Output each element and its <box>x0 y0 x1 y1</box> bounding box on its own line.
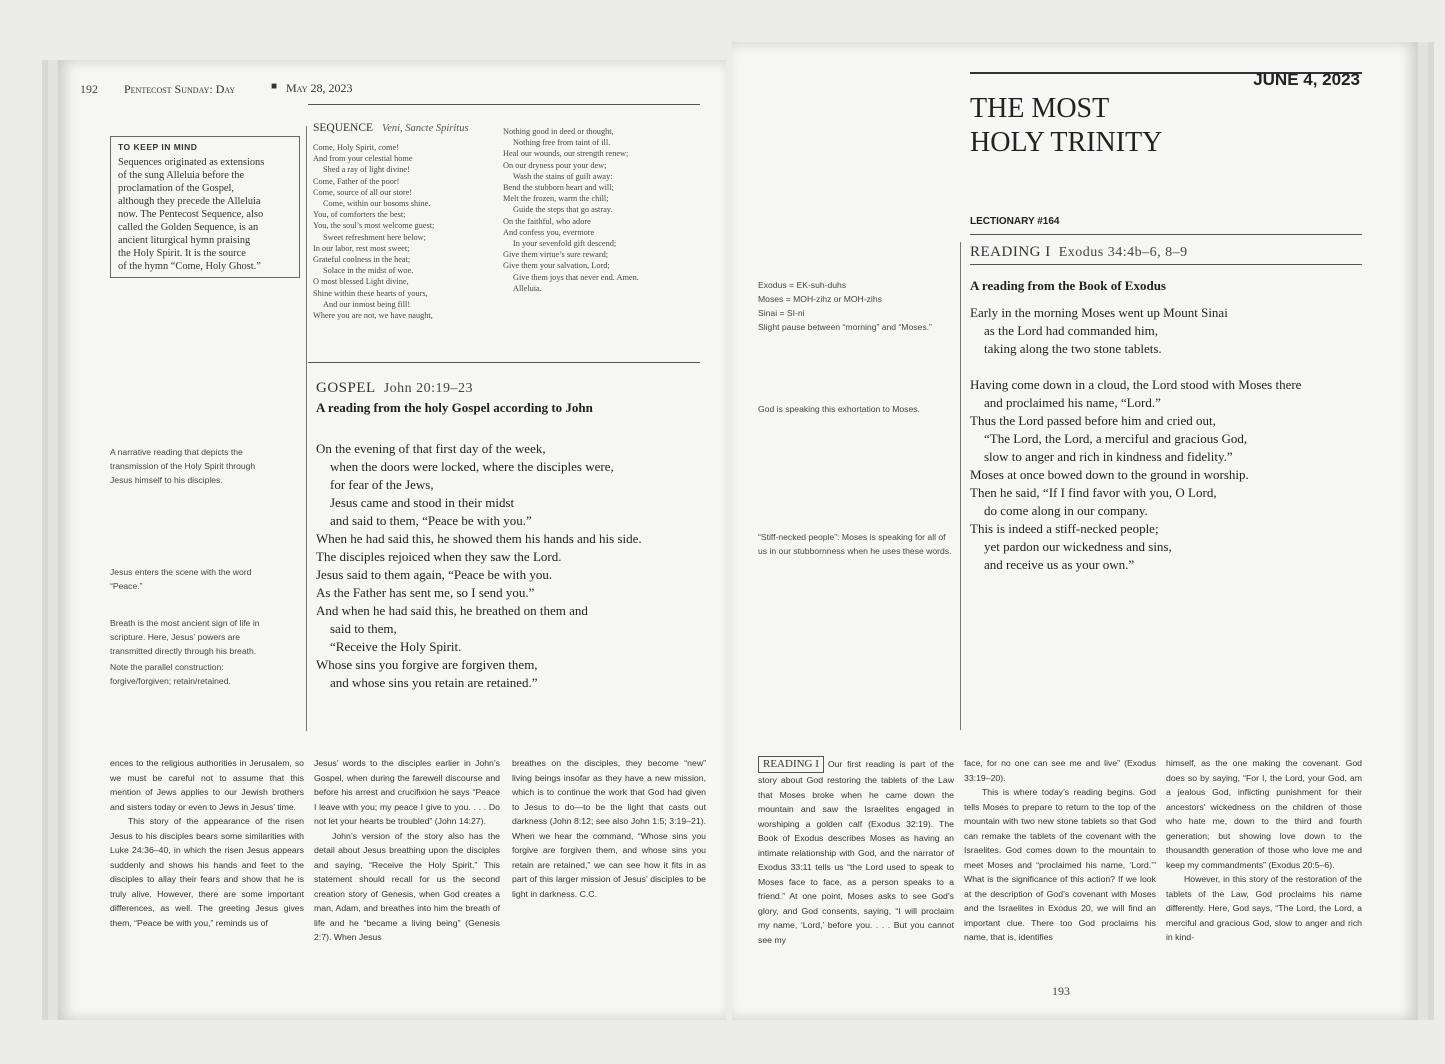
keep-in-mind-line: although they precede the Alleluia <box>118 196 261 207</box>
gospel-line: Jesus came and stood in their midst <box>330 495 515 510</box>
gospel-line: As the Father has sent me, so I send you.” <box>316 585 535 600</box>
sequence-line: Alleluia. <box>513 283 542 293</box>
gospel-line: And when he had said this, he breathed on them and <box>316 603 588 618</box>
sequence-line: Guide the steps that go astray. <box>513 205 613 215</box>
sequence-line: Solace in the midst of woe. <box>323 266 414 276</box>
pronunciation-line: Moses = MOH-zihz or MOH-zihs <box>758 294 882 304</box>
margin-note-right-2: “Stiff-necked people”: Moses is speaking for all of us in our stubbornness when he uses these words. <box>758 532 952 556</box>
page-number-left: 192 <box>80 82 98 96</box>
sequence-line: Melt the frozen, warm the chill; <box>503 194 609 204</box>
commentary-paragraph: Jesus’ words to the disciples earlier in John’s Gospel, when during the farewell discourse and before his arrest and crucifixion he says “Peace I leave with you; my peace I give to you. . . . Do not let your hearts be troubled” (John 14:27). <box>314 758 500 826</box>
commentary-paragraph <box>758 756 954 947</box>
reading-intro: A reading from the Book of Exodus <box>970 278 1166 293</box>
sequence-line: Shed a ray of light divine! <box>323 165 410 175</box>
reading-line: and proclaimed his name, “Lord.” <box>984 395 1161 410</box>
keep-in-mind-line: of the sung Alleluia before the <box>118 170 245 181</box>
margin-note-right-1: God is speaking this exhortation to Moses. <box>758 404 920 414</box>
sequence-line: And from your celestial home <box>313 154 413 164</box>
sequence-line: In your sevenfold gift descend; <box>513 239 617 249</box>
sequence-column-2 <box>503 126 639 294</box>
reading-tag: READING I <box>758 756 824 773</box>
commentary-paragraph: breathes on the disciples, they become “new” living beings insofar as they have a new mission, which is to continue the work that God had given to Jesus to do—to be the light that casts out darkness (John 8:12; see also John 1:5; 3:19–21). When we hear the command, “Whose sins you forgive are forgiven them, and whose sins you retain are retained,” we can see how it fits in as part of this larger mission of Jesus’ disciples to be light in darkness. C.C. <box>512 758 706 899</box>
reading-reference: Exodus 34:4b–6, 8–9 <box>1058 245 1188 260</box>
sequence-line: Grateful coolness in the heat; <box>313 255 411 265</box>
header-date-right: JUNE 4, 2023 <box>1253 70 1360 89</box>
gospel-line: for fear of the Jews, <box>330 477 434 492</box>
reading-line: Then he said, “If I find favor with you, O Lord, <box>970 485 1217 500</box>
keep-in-mind-line: Sequences originated as extensions <box>118 157 265 168</box>
reading-line: Early in the morning Moses went up Mount Sinai <box>970 305 1228 320</box>
commentary-paragraph: This is where today’s reading begins. God tells Moses to prepare to return to the top of the mountain with two new stone tablets so that God can remake the tablets of the covenant with the Israelites. God comes down to the mountain to meet Moses and “proclaimed his name, ‘Lord.’” What is the significance of this action? If we look at the description of God’s covenant with Moses and the Israelites in Exodus 20, we will find an important clue. There too God proclaims his name, that is, identifies <box>964 787 1156 942</box>
sequence-line: You, of comforters the best; <box>313 210 406 220</box>
sequence-line: Give them your salvation, Lord; <box>503 261 610 271</box>
gospel-label: GOSPEL <box>316 380 376 396</box>
gospel-line: On the evening of that first day of the week, <box>316 441 546 456</box>
sequence-line: And our inmost being fill! <box>323 299 411 309</box>
commentary-paragraph: This story of the appearance of the risen Jesus to his disciples bears some similarities with Luke 24:36–40, in which the risen Jesus appears suddenly and shows his hands and feet to the disciples to allay their fears and show that he is truly alive. However, there are some important differences, as well. The greeting Jesus gives them, “Peace be with you,” reminds us of <box>110 816 304 928</box>
reading-line: Moses at once bowed down to the ground in worship. <box>970 467 1249 482</box>
keep-in-mind-line: ancient liturgical hymn praising <box>118 235 251 246</box>
margin-note-1: A narrative reading that depicts the transmission of the Holy Spirit through Jesus himself to his disciples. <box>110 447 256 485</box>
pronunciation-line: Slight pause between “morning” and “Moses.” <box>758 322 932 332</box>
reading-text <box>970 304 1301 574</box>
sequence-line: Wash the stains of guilt away: <box>513 171 613 181</box>
commentary-text: Our first reading is part of the story about God restoring the tablets of the Law that Moses broke when he came down the mountain and saw the Israelites engaged in worshiping a golden calf (Exodus 32:19). The Book of Exodus describes Moses as having an intimate relationship with God, and the narrator of Exodus 33:11 tells us “the Lord used to speak to Moses face to face, as a person speaks to a friend.” At one point, Moses asks to see God’s glory, and God consents, saying, “I will proclaim my name, ‘Lord,’ before you. . . . But you cannot see my <box>758 759 954 945</box>
sequence-line: Sweet refreshment here below; <box>323 232 426 242</box>
sequence-line: Shine within these hearts of yours, <box>313 288 428 298</box>
reading-line: Thus the Lord passed before him and cried out, <box>970 413 1216 428</box>
sequence-line: Nothing free from taint of ill. <box>513 138 611 148</box>
lectionary-rule <box>970 234 1362 235</box>
pronunciation-notes <box>758 278 954 334</box>
sequence-line: Give them joys that never end. Amen. <box>513 272 639 282</box>
keep-in-mind-line: the Holy Spirit. It is the source <box>118 248 246 259</box>
reading-rule <box>970 264 1362 265</box>
sequence-line: Bend the stubborn heart and will; <box>503 183 614 193</box>
sequence-line: And confess you, evermore <box>503 227 595 237</box>
page-number-right: 193 <box>1052 984 1070 998</box>
sequence-line: Where you are not, we have naught, <box>313 311 433 321</box>
header-rule <box>308 104 700 105</box>
commentary-column-1-right <box>758 756 954 947</box>
reading-line: as the Lord had commanded him, <box>984 323 1159 338</box>
title-line-1: THE MOST <box>970 93 1110 124</box>
column-rule <box>306 126 307 731</box>
lectionary-label: LECTIONARY #164 <box>970 216 1060 227</box>
commentary-column-3-right <box>1166 756 1362 945</box>
gospel-text <box>316 440 642 692</box>
gospel-line: Jesus said to them again, “Peace be with you. <box>316 567 553 582</box>
commentary-paragraph: ences to the religious authorities in Jerusalem, so we must be careful not to assume that this mention of Jews applies to our Jewish brothers and sisters today or even to Jews in Jesus’ time. <box>110 758 304 812</box>
keep-in-mind-line: called the Golden Sequence, is an <box>118 222 259 233</box>
gospel-line: The disciples rejoiced when they saw the Lord. <box>316 549 562 564</box>
reading-line: and receive us as your own.” <box>984 557 1135 572</box>
gospel-line: said to them, <box>330 621 397 636</box>
commentary-paragraph: However, in this story of the restoration of the tablets of the Law, God proclaims his name differently. Here, God says, “The Lord, the Lord, a merciful and gracious God, slow to anger and rich in kind- <box>1166 874 1362 942</box>
margin-note-3: Breath is the most ancient sign of life in scripture. Here, Jesus’ powers are transmitted directly through his breath. <box>110 618 260 656</box>
gospel-line: when the doors were locked, where the disciples were, <box>330 459 614 474</box>
reading-line <box>970 358 1301 376</box>
gospel-reference: John 20:19–23 <box>383 381 474 396</box>
sequence-line: In our labor, rest most sweet; <box>313 243 410 253</box>
sequence-label: SEQUENCE <box>313 122 374 134</box>
commentary-paragraph: himself, as the one making the covenant. God does so by saying, “For I, the Lord, your God, am a jealous God, inflicting punishment for their ancestors’ wickedness on the children of those who hate me, down to the third and fourth generation; but showing love down to the thousandth generation of those who love me and keep my commandments” (Exodus 20:5–6). <box>1166 758 1362 870</box>
reading-line: “The Lord, the Lord, a merciful and gracious God, <box>984 431 1248 446</box>
sequence-line: Come, Holy Spirit, come! <box>313 143 399 152</box>
gospel-line: Whose sins you forgive are forgiven them, <box>316 657 538 672</box>
reading-heading <box>970 244 1188 261</box>
sequence-line: On the faithful, who adore <box>503 216 591 226</box>
gospel-line: “Receive the Holy Spirit. <box>330 639 462 654</box>
right-page <box>732 42 1418 1020</box>
title-line-2: HOLY TRINITY <box>970 127 1163 158</box>
gospel-line: and said to them, “Peace be with you.” <box>330 513 532 528</box>
commentary-paragraph: John’s version of the story also has the detail about Jesus breathing upon the disciples and saying, “Receive the Holy Spirit.” This statement should recall for us the second creation story of Genesis, when God creates a man, Adam, and breathes into him the breath of life and he “became a living being” (Genesis 2:7). When Jesus <box>314 830 500 942</box>
gospel-intro: A reading from the holy Gospel according to John <box>316 400 593 415</box>
sequence-line: Come, source of all our store! <box>313 187 413 197</box>
margin-note-4: Note the parallel construction: forgive/forgiven; retain/retained. <box>110 662 231 686</box>
commentary-column-2 <box>314 756 500 945</box>
pronunciation-line: Exodus = EK-suh-duhs <box>758 280 847 290</box>
reading-line: taking along the two stone tablets. <box>984 341 1162 356</box>
sequence-line: Come, within our bosoms shine. <box>323 199 431 209</box>
sequence-line: Heal our wounds, our strength renew; <box>503 149 629 159</box>
header-date: May 28, 2023 <box>286 81 353 95</box>
sequence-line: Give them virtue’s sure reward; <box>503 250 609 260</box>
commentary-column-3 <box>512 756 706 901</box>
reading-line: slow to anger and rich in kindness and fidelity.” <box>984 449 1233 464</box>
keep-in-mind-line: proclamation of the Gospel, <box>118 183 234 194</box>
keep-in-mind-box <box>110 136 300 278</box>
sequence-column-1 <box>313 142 434 321</box>
margin-note-2: Jesus enters the scene with the word “Peace.” <box>110 567 252 591</box>
pronunciation-line: Sinai = SI-ni <box>758 308 805 318</box>
commentary-paragraph: face, for no one can see me and live” (Exodus 33:19–20). <box>964 758 1156 783</box>
reading-line: do come along in our company. <box>984 503 1148 518</box>
commentary-column-2-right <box>964 756 1156 945</box>
keep-in-mind-line: now. The Pentecost Sequence, also <box>118 209 264 220</box>
page-title <box>970 92 1162 160</box>
gospel-line: When he had said this, he showed them his hands and his side. <box>316 531 642 546</box>
gospel-line: and whose sins you retain are retained.” <box>330 675 538 690</box>
header-separator: ■ <box>271 81 278 92</box>
keep-in-mind-line: of the hymn “Come, Holy Ghost.” <box>118 261 261 272</box>
gospel-rule <box>308 362 700 363</box>
sequence-line: Nothing good in deed or thought, <box>503 127 614 136</box>
column-rule-right <box>960 242 961 730</box>
sequence-line: O most blessed Light divine, <box>313 277 409 287</box>
sequence-heading <box>313 122 469 134</box>
commentary-column-1 <box>110 756 304 930</box>
reading-line: yet pardon our wickedness and sins, <box>984 539 1172 554</box>
reading-line: Having come down in a cloud, the Lord stood with Moses there <box>970 377 1302 392</box>
keep-in-mind-text <box>118 156 292 273</box>
reading-label: READING I <box>970 244 1051 260</box>
sequence-line: Come, Father of the poor! <box>313 176 400 186</box>
sequence-reference: Veni, Sancte Spiritus <box>381 123 469 134</box>
sequence-line: On our dryness pour your dew; <box>503 160 607 170</box>
reading-line: This is indeed a stiff-necked people; <box>970 521 1159 536</box>
keep-in-mind-title: TO KEEP IN MIND <box>118 142 198 152</box>
left-page <box>58 60 726 1020</box>
running-header: Pentecost Sunday: Day <box>124 82 236 96</box>
sequence-line: You, the soul’s most welcome guest; <box>313 221 435 231</box>
gospel-heading <box>316 380 473 397</box>
